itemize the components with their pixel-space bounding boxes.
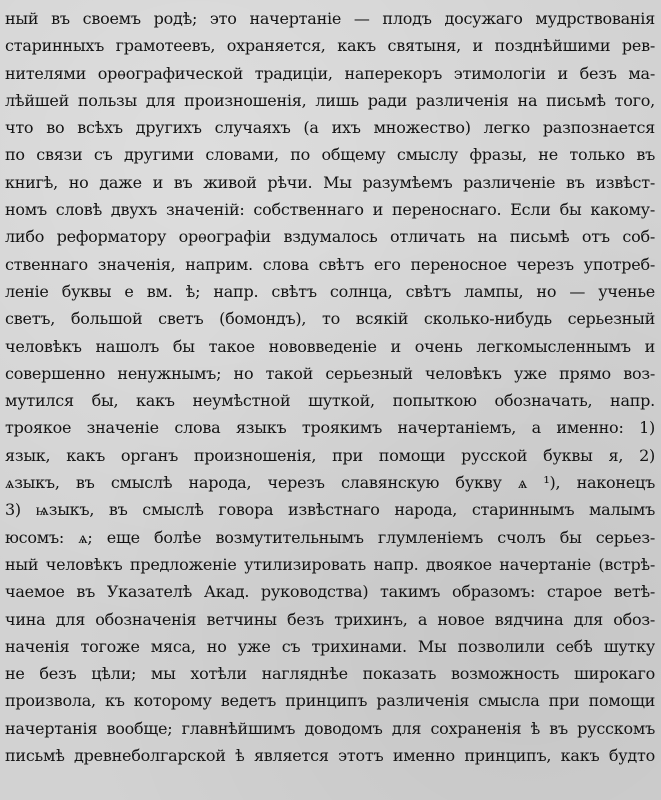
text-line: по связи съ другими словами, по общему смыслу фразы, не только въ [5,145,655,165]
text-line: мутился бы, какъ неумѣстной шуткой, попыткою обозначать, напр. [5,391,655,411]
text-line: наченія тогоже мяса, но уже съ трихинами. Мы позволили себѣ шутку [5,636,655,656]
text-line: что во всѣхъ другихъ случаяхъ (а ихъ множество) легко разпознается [5,118,655,138]
text-line: ѧзыкъ, въ смыслѣ народа, черезъ славянскую букву ѧ ¹), наконецъ [5,473,655,493]
text-line: 3) ѩзыкъ, въ смыслѣ говора извѣстнаго народа, стариннымъ малымъ [5,500,655,520]
text-line: человѣкъ нашолъ бы такое нововведеніе и очень легкомысленнымъ и [5,336,655,356]
text-line: лѣйшей пользы для произношенія, лишь ради различенія на письмѣ того, [5,90,655,110]
text-line: совершенно ненужнымъ; но такой серьезный человѣкъ уже прямо воз- [5,363,655,383]
text-line: чаемое въ Указателѣ Акад. руководства) такимъ образомъ: старое ветѣ- [5,582,655,602]
text-line: начертанія вообще; главнѣйшимъ доводомъ для сохраненія ѣ въ русскомъ [5,718,655,738]
text-line: юсомъ: ѧ; еще болѣе возмутительнымъ глумленіемъ счолъ бы серьез- [5,527,655,547]
text-line: старинныхъ грамотеевъ, охраняется, какъ святыня, и позднѣйшими рев- [5,36,655,56]
text-line: ственнаго значенія, наприм. слова свѣтъ его переносное черезъ употреб- [5,254,655,274]
text-line: светъ, большой светъ (бомондъ), то всякій сколько-нибудь серьезный [5,309,655,329]
text-line: леніе буквы е вм. ѣ; напр. свѣтъ солнца, свѣтъ лампы, но — ученье [5,281,655,301]
text-line: язык, какъ органъ произношенія, при помощи русской буквы я, 2) [5,445,655,465]
text-line: письмѣ древнеболгарской ѣ является этотъ именно принципъ, какъ будто [5,746,655,766]
text-line: номъ словѣ двухъ значеній: собственнаго и переноснаго. Если бы какому- [5,200,655,220]
text-line: ный человѣкъ предложеніе утилизировать напр. двоякое начертаніе (встрѣ- [5,554,655,574]
text-line: не безъ цѣли; мы хотѣли нагляднѣе показать возможность широкаго [5,664,655,684]
text-line: троякое значеніе слова языкъ троякимъ начертаніемъ, а именно: 1) [5,418,655,438]
text-line: либо реформатору орѳографіи вздумалось отличать на письмѣ отъ соб- [5,227,655,247]
text-line: ный въ своемъ родѣ; это начертаніе — плодъ досужаго мудрствованія [5,9,655,28]
text-line: нителями орѳографической традиціи, наперекоръ этимологіи и безъ ма- [5,63,655,83]
text-line: книгѣ, но даже и въ живой рѣчи. Мы разумѣемъ различеніе въ извѣст- [5,172,655,192]
text-line: чина для обозначенія ветчины безъ трихинъ, а новое вядчина для обоз- [5,609,655,629]
text-line: произвола, къ которому ведетъ принципъ различенія смысла при помощи [5,691,655,711]
